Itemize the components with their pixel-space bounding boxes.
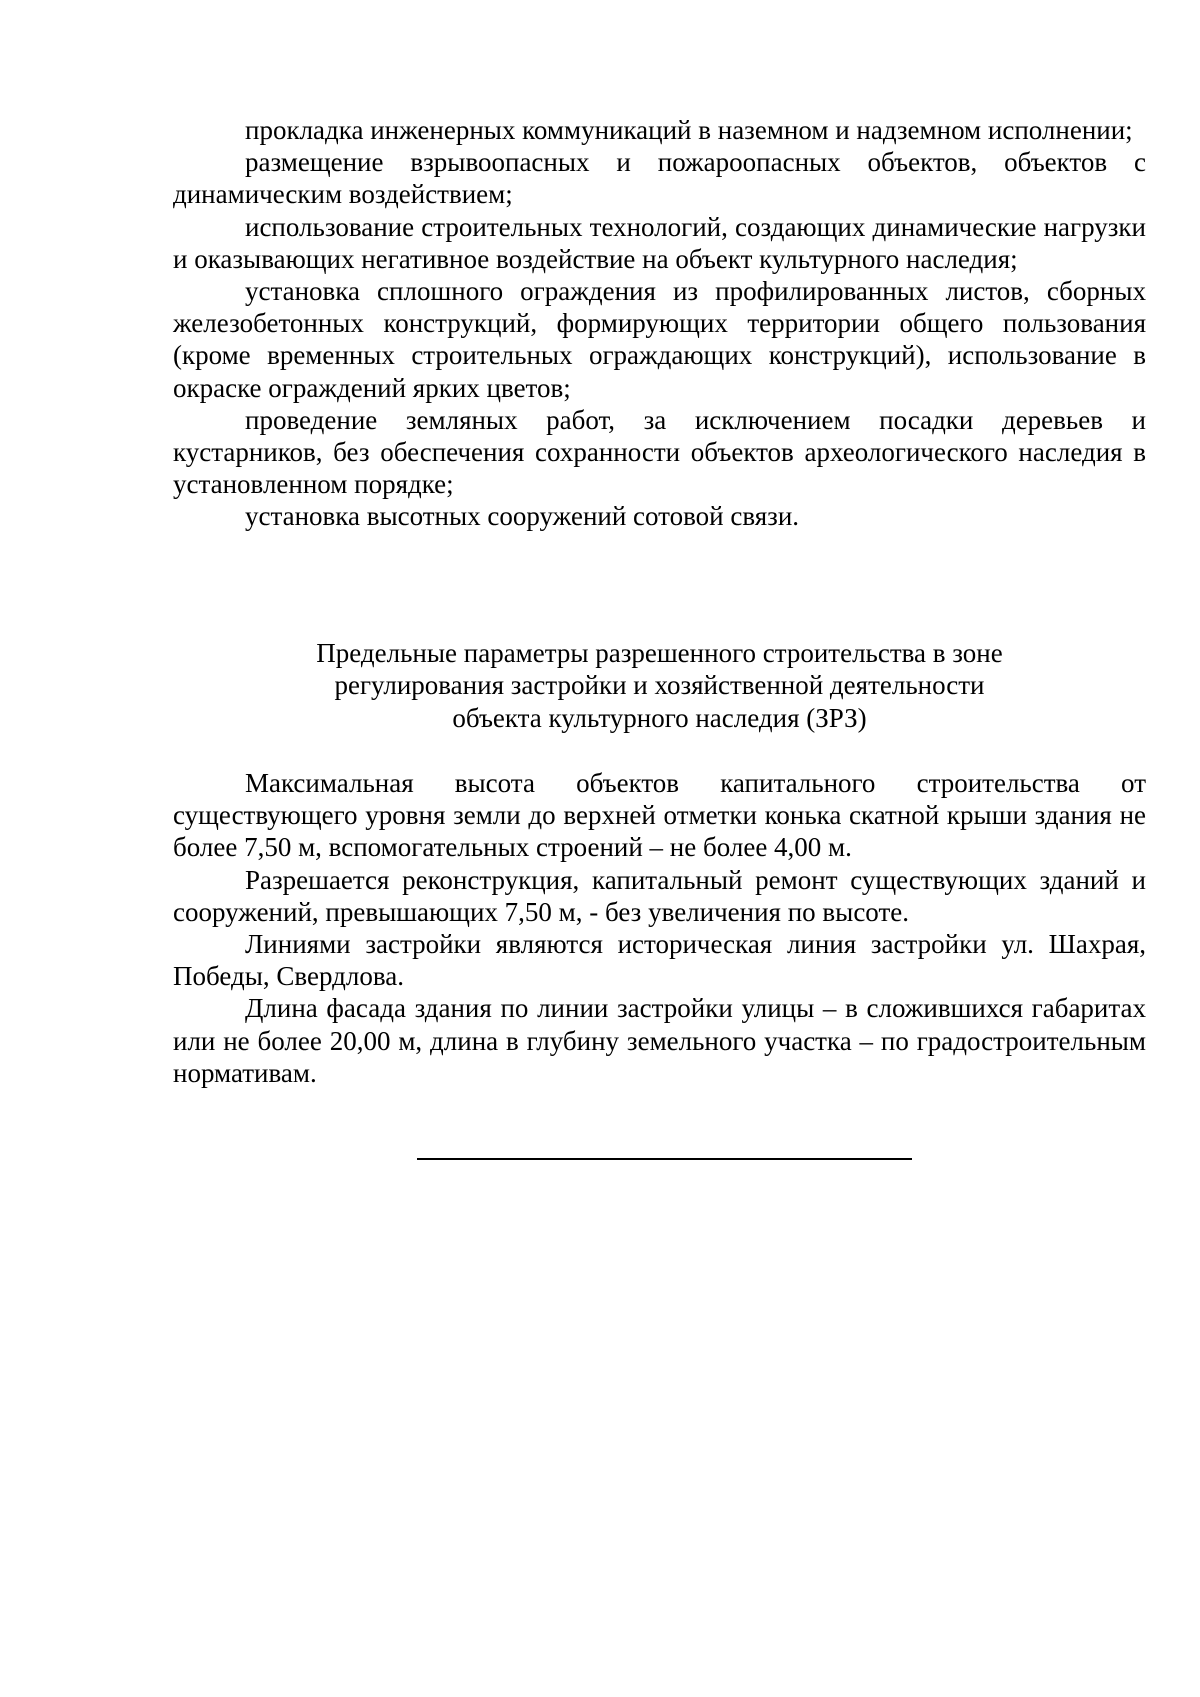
end-of-document-rule: [417, 1158, 912, 1160]
parameter-paragraph: Длина фасада здания по линии застройки улицы – в сложившихся габаритах или не более 20,00 м, длина в глубину земельного участка – по градостроительным нормативам.: [173, 993, 1146, 1088]
restrictions-list: [173, 114, 1146, 533]
parameters-body: [173, 767, 1146, 1089]
parameter-paragraph: Линиями застройки являются историческая линия застройки ул. Шахрая, Победы, Свердлова.: [173, 929, 1146, 992]
restriction-item: установка высотных сооружений сотовой связи.: [245, 501, 800, 532]
restriction-item: использование строительных технологий, создающих динамические нагрузки и оказывающих негативное воздействие на объект культурного наследия;: [173, 211, 1146, 274]
section-heading: [173, 637, 1146, 734]
parameter-paragraph: Максимальная высота объектов капитального строительства от существующего уровня земли до верхней отметки конька скатной крыши здания не более 7,50 м, вспомогательных строений – не более 4,00 м.: [173, 768, 1146, 863]
restriction-item: проведение земляных работ, за исключением посадки деревьев и кустарников, без обеспечения сохранности объектов археологического наследия в установленном порядке;: [173, 404, 1146, 500]
parameter-paragraph: Разрешается реконструкция, капитальный ремонт существующих зданий и сооружений, превышающих 7,50 м, - без увеличения по высоте.: [173, 864, 1146, 927]
restriction-item: прокладка инженерных коммуникаций в наземном и надземном исполнении;: [245, 115, 1133, 145]
section-heading-line: регулирования застройки и хозяйственной деятельности: [334, 670, 985, 701]
section-heading-line: Предельные параметры разрешенного строительства в зоне: [316, 638, 1003, 668]
section-heading-line: объекта культурного наследия (ЗРЗ): [452, 702, 867, 733]
restriction-item: установка сплошного ограждения из профилированных листов, сборных железобетонных конструкций, формирующих территории общего пользования (кроме временных строительных ограждающих конструкций), использование в окраске ограждений ярких цветов;: [173, 276, 1146, 403]
restriction-item: размещение взрывоопасных и пожароопасных объектов, объектов с динамическим воздействием;: [173, 147, 1146, 210]
